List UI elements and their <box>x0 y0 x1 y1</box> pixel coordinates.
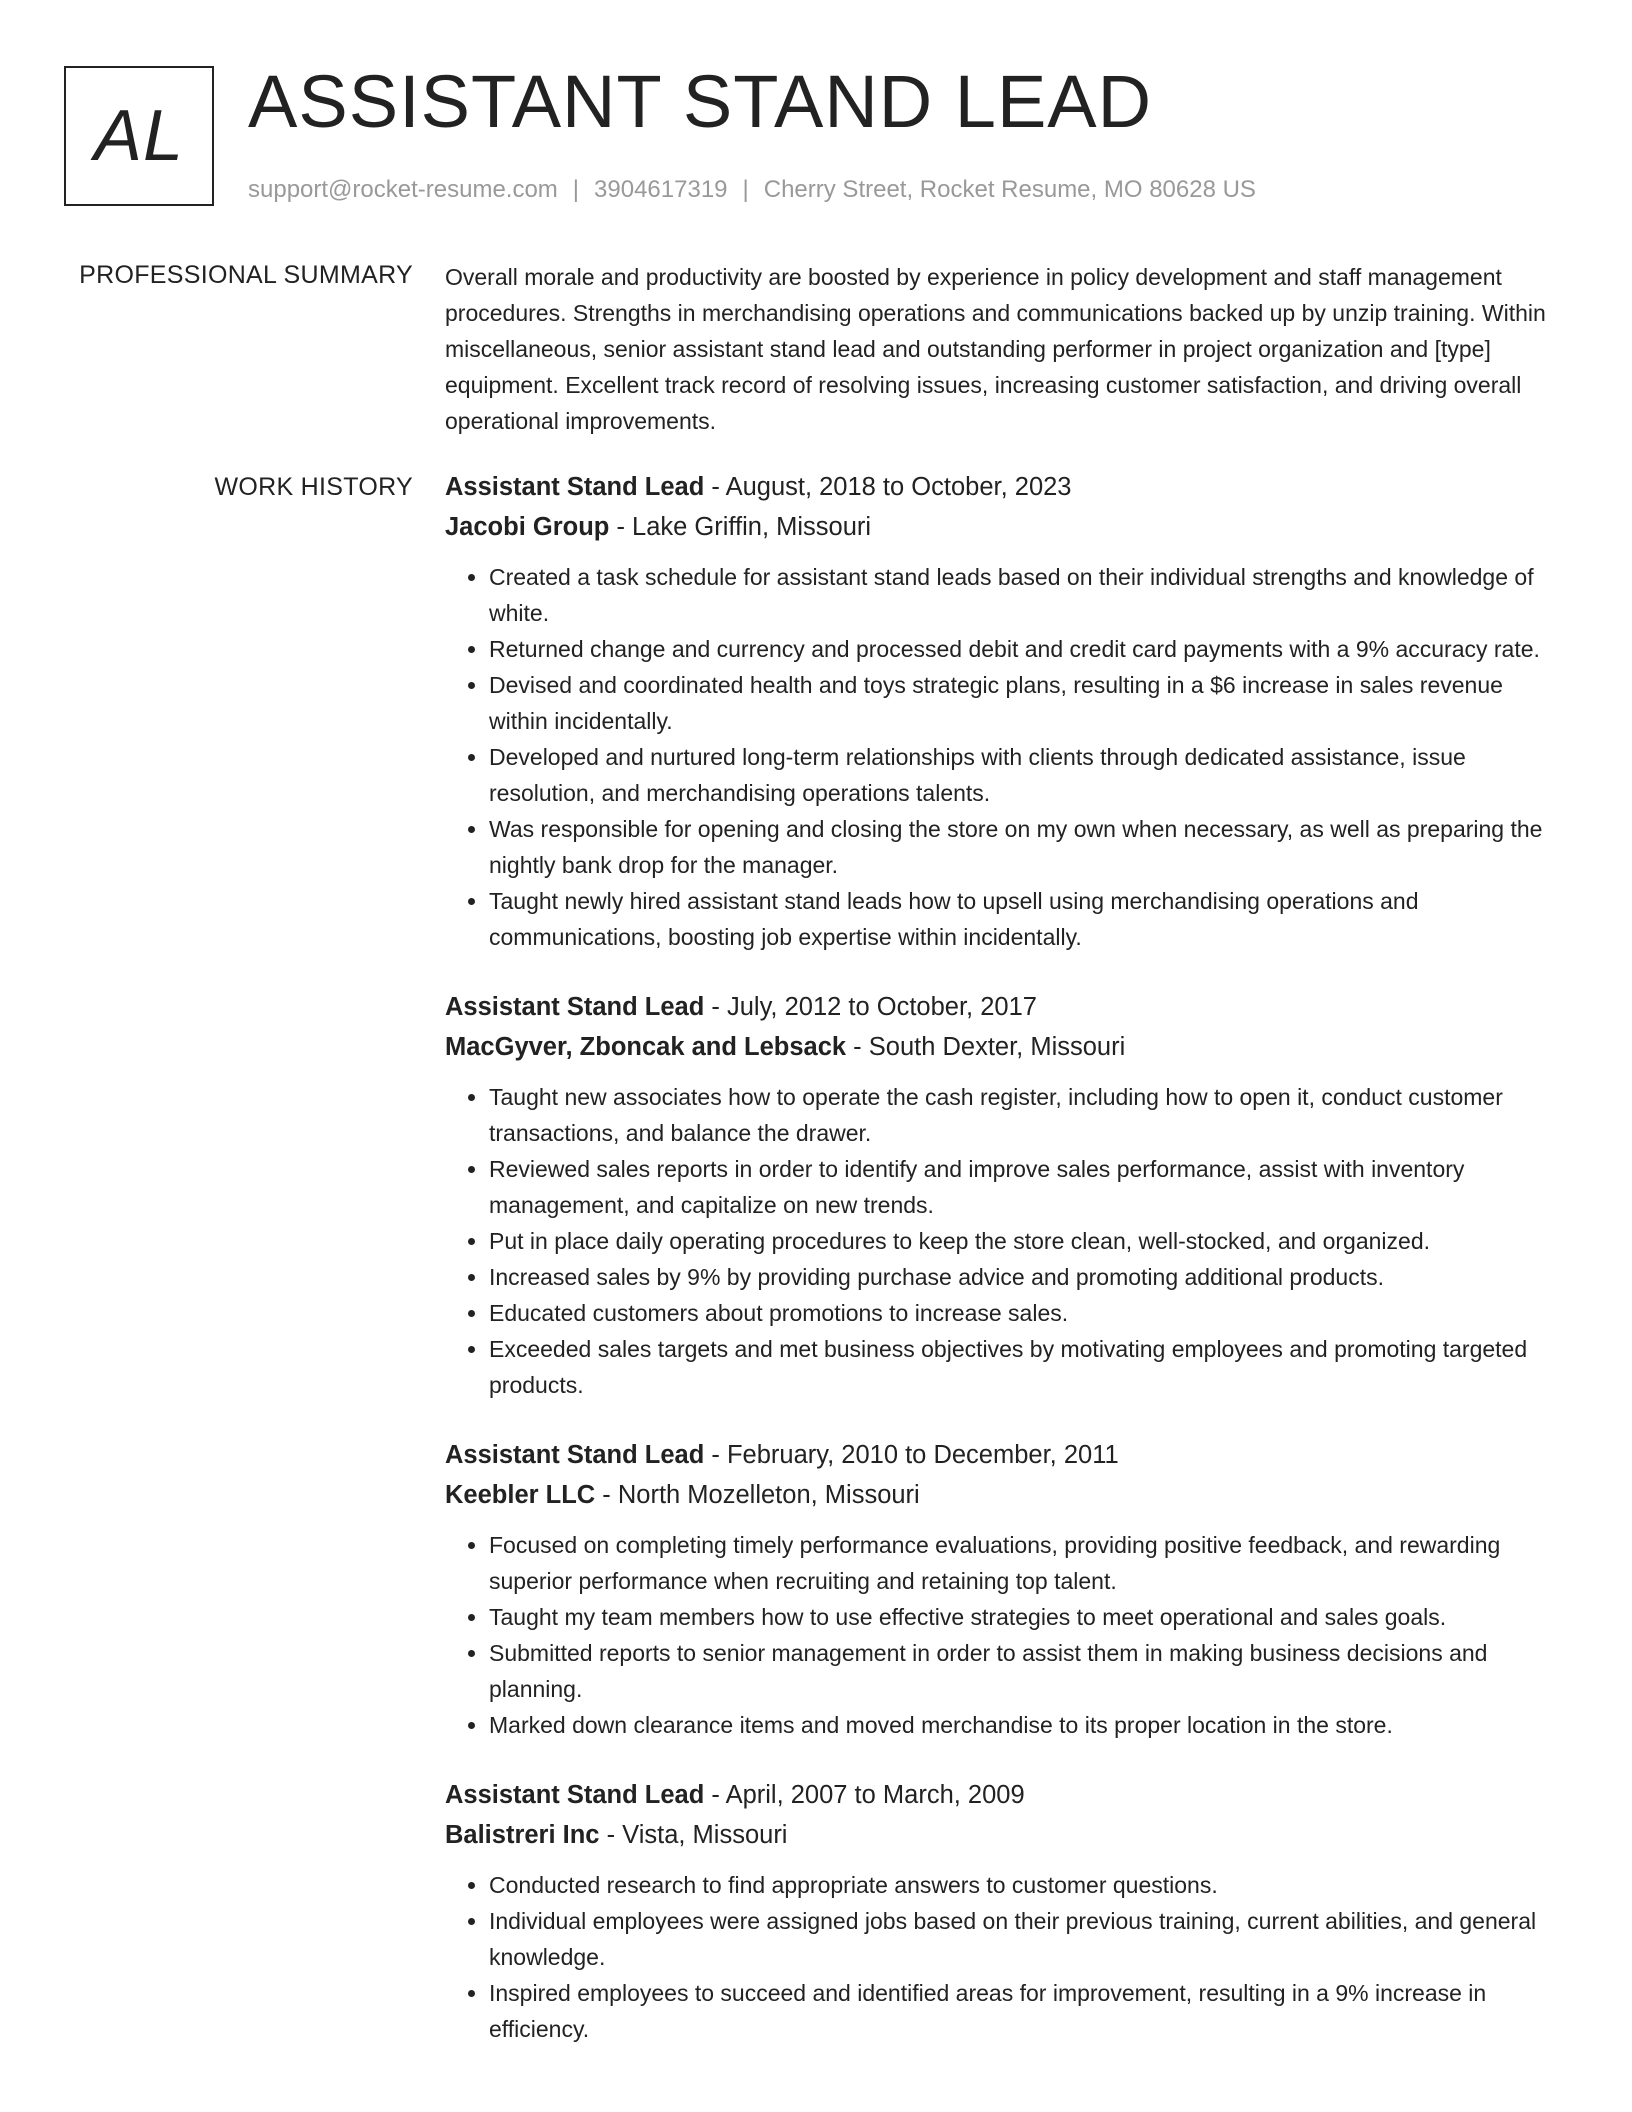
job-role: Assistant Stand Lead <box>445 993 705 1021</box>
job-company: Balistreri Inc <box>445 1821 600 1849</box>
job-company: Jacobi Group <box>445 513 610 541</box>
job-bullet: • Focused on completing timely performance evaluations, providing positive feedback, and rewarding superior performance when recruiting and retaining top talent. <box>489 1527 1560 1599</box>
contact-separator: | <box>572 176 580 203</box>
job-location: - Lake Griffin, Missouri <box>609 513 872 541</box>
job-bullet: • Individual employees were assigned jobs based on their previous training, current abilities, and general knowledge. <box>489 1903 1560 1975</box>
job-company-line <box>445 507 1560 547</box>
job-bullet: • Inspired employees to succeed and identified areas for improvement, resulting in a 9% increase in efficiency. <box>489 1975 1560 2047</box>
job-company: Keebler LLC <box>445 1481 596 1509</box>
job-bullets <box>445 1867 1560 2047</box>
job-dates: - April, 2007 to March, 2009 <box>704 1781 1025 1809</box>
job-bullet: • Developed and nurtured long-term relationships with clients through dedicated assistance, issue resolution, and merchandising operations talents. <box>489 739 1560 811</box>
job-title-line <box>445 1775 1560 1815</box>
job-bullet: • Educated customers about promotions to increase sales. <box>489 1295 1560 1331</box>
summary-heading: PROFESSIONAL SUMMARY <box>79 261 413 289</box>
job-bullet: • Conducted research to find appropriate answers to customer questions. <box>489 1867 1560 1903</box>
job-bullet: • Devised and coordinated health and toys strategic plans, resulting in a $6 increase in sales revenue within incidentally. <box>489 667 1560 739</box>
work-history-body <box>445 467 1560 2079</box>
job-dates: - February, 2010 to December, 2011 <box>704 1441 1119 1469</box>
job-bullet: • Marked down clearance items and moved merchandise to its proper location in the store. <box>489 1707 1560 1743</box>
job-entry <box>445 467 1560 955</box>
job-entry <box>445 1775 1560 2047</box>
summary-body <box>445 259 1560 439</box>
job-dates: - July, 2012 to October, 2017 <box>704 993 1037 1021</box>
job-bullet: • Created a task schedule for assistant stand leads based on their individual strengths and knowledge of white. <box>489 559 1560 631</box>
job-bullet: • Taught new associates how to operate the cash register, including how to open it, conduct customer transactions, and balance the drawer. <box>489 1079 1560 1151</box>
job-bullets <box>445 1079 1560 1403</box>
job-role: Assistant Stand Lead <box>445 1441 705 1469</box>
job-company: MacGyver, Zboncak and Lebsack <box>445 1033 847 1061</box>
job-company-line <box>445 1027 1560 1067</box>
job-bullet: • Increased sales by 9% by providing purchase advice and promoting additional products. <box>489 1259 1560 1295</box>
job-bullets <box>445 559 1560 955</box>
job-bullet: • Put in place daily operating procedures to keep the store clean, well-stocked, and organized. <box>489 1223 1560 1259</box>
job-bullet: • Exceeded sales targets and met business objectives by motivating employees and promoting targeted products. <box>489 1331 1560 1403</box>
job-location: - Vista, Missouri <box>599 1821 788 1849</box>
contact-line <box>248 174 1256 206</box>
job-company-line <box>445 1815 1560 1855</box>
job-bullet: • Taught newly hired assistant stand leads how to upsell using merchandising operations and communications, boosting job expertise within incidentally. <box>489 883 1560 955</box>
job-title-line <box>445 1435 1560 1475</box>
job-title-line <box>445 467 1560 507</box>
contact-separator: | <box>742 176 749 203</box>
job-company-line <box>445 1475 1560 1515</box>
job-dates: - August, 2018 to October, 2023 <box>704 473 1072 501</box>
monogram-box <box>64 66 214 206</box>
job-bullet: • Submitted reports to senior management in order to assist them in making business decisions and planning. <box>489 1635 1560 1707</box>
contact-address: Cherry Street, Rocket Resume, MO 80628 US <box>763 176 1256 203</box>
summary-text: Overall morale and productivity are boosted by experience in policy development and staff management procedures. Strengths in merchandising operations and communications backed up by unzip training. Within miscellaneous, senior assistant stand lead and outstanding performer in project organization and [type] equipment. Excellent track record of resolving issues, increasing customer satisfaction, and driving overall operational improvements. <box>445 264 1546 434</box>
job-entry <box>445 1435 1560 1743</box>
job-bullet: • Returned change and currency and processed debit and credit card payments with a 9% accuracy rate. <box>489 631 1560 667</box>
job-role: Assistant Stand Lead <box>445 473 705 501</box>
contact-phone[interactable]: 3904617319 <box>594 176 728 203</box>
job-role: Assistant Stand Lead <box>445 1781 705 1809</box>
job-title-line <box>445 987 1560 1027</box>
job-location: - South Dexter, Missouri <box>846 1033 1126 1061</box>
job-entry <box>445 987 1560 1403</box>
work-history-heading: WORK HISTORY <box>214 473 413 501</box>
job-bullets <box>445 1527 1560 1743</box>
job-location: - North Mozelleton, Missouri <box>595 1481 920 1509</box>
candidate-name: ASSISTANT STAND LEAD <box>248 60 1153 143</box>
monogram-initials: AL <box>93 96 185 176</box>
contact-email[interactable]: support@rocket-resume.com <box>248 176 558 203</box>
job-bullet: • Was responsible for opening and closing the store on my own when necessary, as well as preparing the nightly bank drop for the manager. <box>489 811 1560 883</box>
job-bullet: • Reviewed sales reports in order to identify and improve sales performance, assist with inventory management, and capitalize on new trends. <box>489 1151 1560 1223</box>
job-bullet: • Taught my team members how to use effective strategies to meet operational and sales goals. <box>489 1599 1560 1635</box>
